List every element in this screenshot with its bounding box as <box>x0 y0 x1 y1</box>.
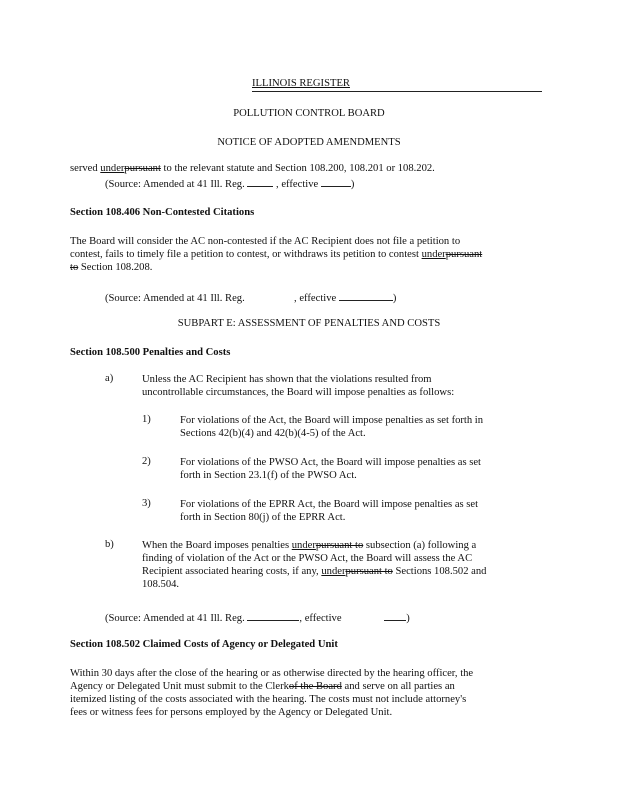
section-406-heading: Section 108.406 Non-Contested Citations <box>70 207 255 218</box>
source-note-406: (Source: Amended at 41 Ill. Reg. , effective ) <box>105 293 397 304</box>
notice-title: NOTICE OF ADOPTED AMENDMENTS <box>217 137 401 148</box>
register-title: ILLINOIS REGISTER <box>252 78 350 89</box>
item-b-label: b) <box>105 539 114 550</box>
item-a-text: Unless the AC Recipient has shown that the violations resulted from uncontrollable circumstances, the Board will impose penalties as follows: <box>142 374 455 398</box>
section-502-heading: Section 108.502 Claimed Costs of Agency or Delegated Unit <box>70 639 338 650</box>
source-note-500: (Source: Amended at 41 Ill. Reg. , effective ) <box>105 613 410 624</box>
section-406-body: The Board will consider the AC non-contested if the AC Recipient does not file a petition to contest, fails to timely file a petition to contest, or withdraws its petition to contest underpursuant to Section 108.208. <box>70 236 483 273</box>
item-1-text: For violations of the Act, the Board will impose penalties as set forth in Sections 42(b)(4) and 42(b)(4-5) of the Act. <box>180 415 484 439</box>
section-502-body: Within 30 days after the close of the hearing or as otherwise directed by the hearing officer, the Agency or Delegated Unit must submit to the Clerkof the Board and serve on all parties an itemized listing of the costs associated with the hearing. The costs must not include attorney's fees or witness fees for persons employed by the Agency or Delegated Unit. <box>70 668 474 718</box>
subpart-title: SUBPART E: ASSESSMENT OF PENALTIES AND COSTS <box>177 318 441 329</box>
item-2-text: For violations of the PWSO Act, the Board will impose penalties as set forth in Section 23.1(f) of the PWSO Act. <box>180 457 482 481</box>
header-rule <box>252 91 542 92</box>
item-3-text: For violations of the EPRR Act, the Board will impose penalties as set forth in Section 80(j) of the EPRR Act. <box>180 499 479 523</box>
item-b-text: When the Board imposes penalties underpursuant to subsection (a) following a finding of violation of the Act or the PWSO Act, the Board will assess the AC Recipient associated hearing costs, if any, underpursuant to Sections 108.502 and 108.504. <box>142 540 487 590</box>
item-1-label: 1) <box>142 414 151 425</box>
section-500-heading: Section 108.500 Penalties and Costs <box>70 347 231 358</box>
item-a-label: a) <box>105 373 114 384</box>
agency-name: POLLUTION CONTROL BOARD <box>233 108 385 119</box>
source-note-1: (Source: Amended at 41 Ill. Reg. , effective ) <box>105 179 355 190</box>
item-3-label: 3) <box>142 498 151 509</box>
continuation-line: served underpursuant to the relevant statute and Section 108.200, 108.201 or 108.202. <box>70 163 435 174</box>
item-2-label: 2) <box>142 456 151 467</box>
